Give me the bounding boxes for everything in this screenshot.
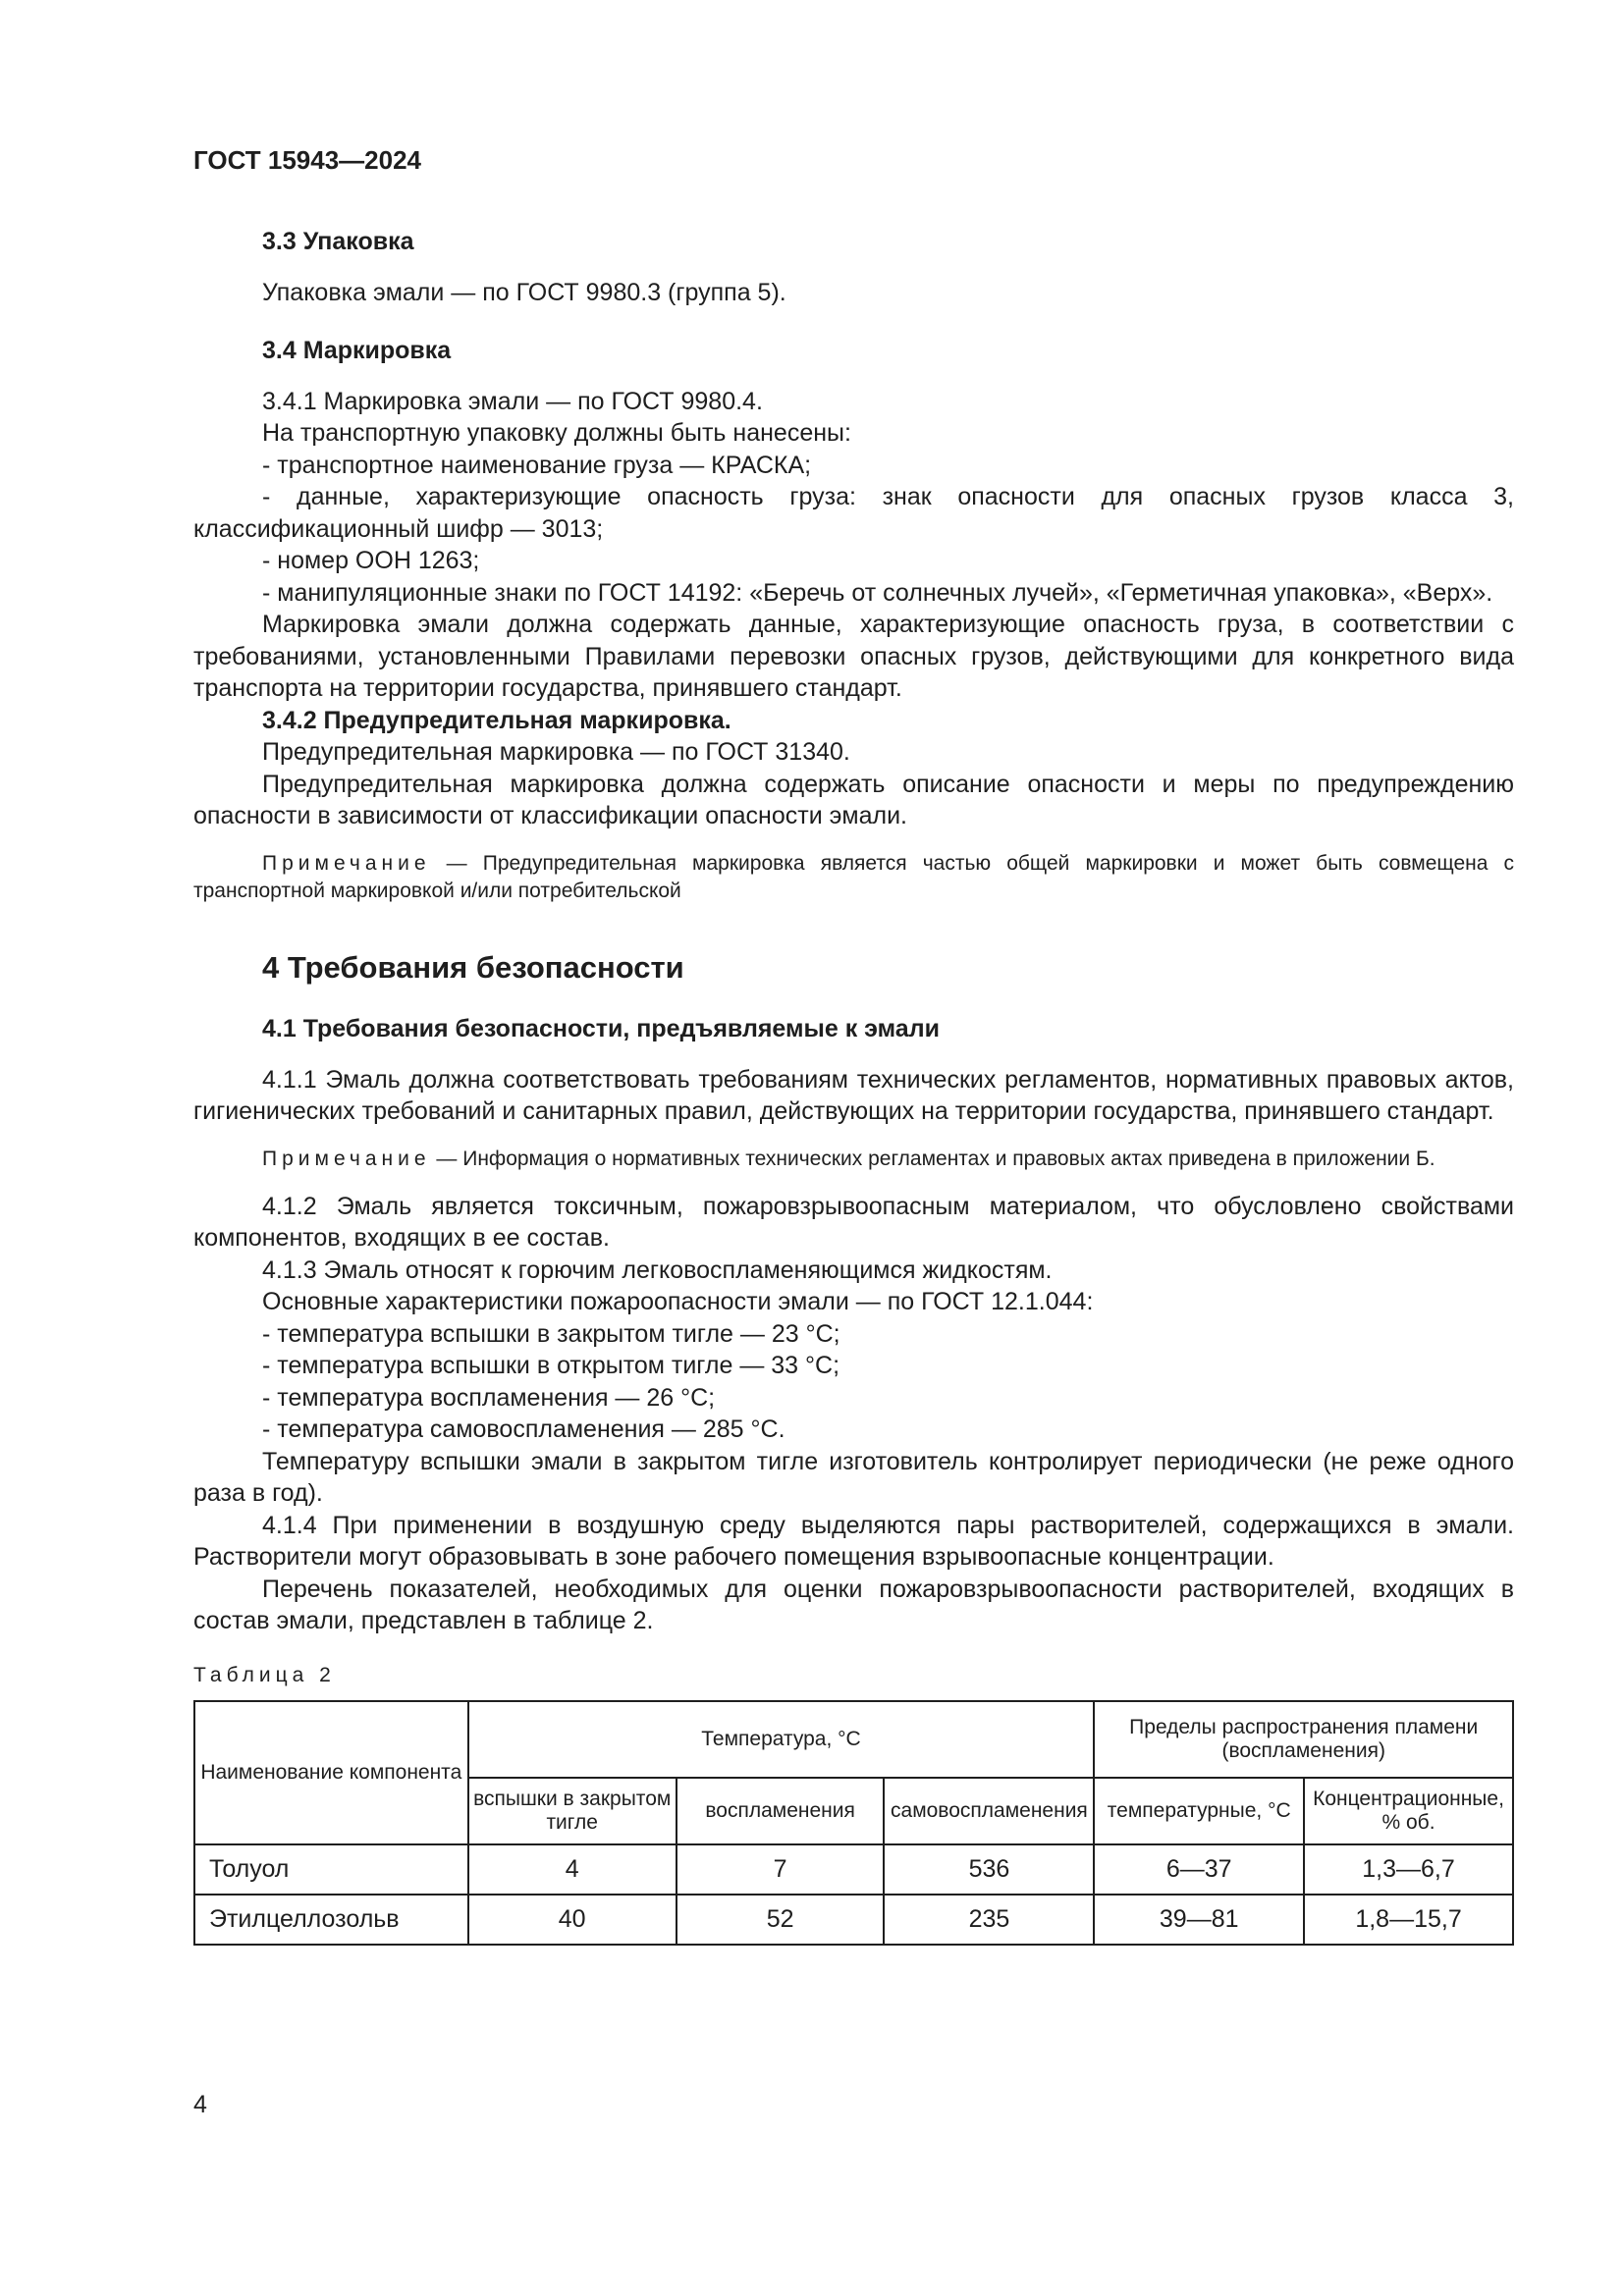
solvents-table — [193, 1700, 1514, 1946]
note-text: — Информация о нормативных технических регламентах и правовых актах приведена в приложении Б. — [430, 1147, 1435, 1170]
cell-concentration-limits: 1,3—6,7 — [1304, 1844, 1513, 1895]
section-4-title: 4 Требования безопасности — [262, 949, 684, 985]
note-3-4-2 — [193, 850, 1514, 905]
paragraph-fire-characteristics: Основные характеристики пожароопасности эмали — по ГОСТ 12.1.044: — [262, 1288, 1094, 1315]
cell-flash: 40 — [468, 1895, 677, 1945]
paragraph-warning-gost: Предупредительная маркировка — по ГОСТ 31340. — [262, 738, 850, 766]
list-item: - температура воспламенения — 26 °С; — [262, 1383, 716, 1412]
paragraph-4-1-3: 4.1.3 Эмаль относят к горючим легковоспламеняющимся жидкостям. — [262, 1255, 1053, 1284]
paragraph-3-4-1: 3.4.1 Маркировка эмали — по ГОСТ 9980.4. — [262, 387, 763, 415]
header-ignition: воспламенения — [677, 1778, 885, 1844]
header-flame-limits: Пределы распространения пламени (воспламенения) — [1094, 1701, 1513, 1778]
cell-ignition: 52 — [677, 1895, 885, 1945]
cell-flash: 4 — [468, 1844, 677, 1895]
list-item: - данные, характеризующие опасность груза: знак опасности для опасных грузов класса 3, классификационный шифр — 3013; — [193, 483, 1514, 543]
list-item: - манипуляционные знаки по ГОСТ 14192: «Беречь от солнечных лучей», «Герметичная упаковка», «Верх». — [262, 578, 1493, 607]
paragraph-4-1-2: 4.1.2 Эмаль является токсичным, пожаровзрывоопасным материалом, что обусловлено свойствами компонентов, входящих в ее состав. — [193, 1192, 1514, 1252]
paragraph-4-1-1: 4.1.1 Эмаль должна соответствовать требованиям технических регламентов, нормативных правовых актов, гигиенических требований и санитарных правил, действующих на территории государства, принявшего стандарт. — [193, 1065, 1514, 1125]
cell-temperature-limits: 39—81 — [1094, 1895, 1304, 1945]
note-label: Примечание — [262, 851, 431, 875]
header-component-name: Наименование компонента — [194, 1701, 468, 1844]
note-label: Примечание — [262, 1147, 431, 1170]
section-3-4-title: 3.4 Маркировка — [262, 336, 452, 364]
section-3-4-2-title: 3.4.2 Предупредительная маркировка. — [262, 706, 731, 734]
cell-concentration-limits: 1,8—15,7 — [1304, 1895, 1513, 1945]
header-concentration-limits: Концентрационные, % об. — [1304, 1778, 1513, 1844]
paragraph-transport-intro: На транспортную упаковку должны быть нанесены: — [262, 419, 851, 447]
paragraph-flash-control: Температуру вспышки эмали в закрытом тигле изготовитель контролирует периодически (не реже одного раза в год). — [193, 1447, 1514, 1507]
page-number: 4 — [193, 2091, 207, 2118]
header-temperature: Температура, °С — [468, 1701, 1095, 1778]
paragraph-marking-hazard: Маркировка эмали должна содержать данные, характеризующие опасность груза, в соответствии с требованиями, установленными Правилами перевозки опасных грузов, действующими для конкретного вида транспорта на территории государства, принявшего стандарт. — [193, 611, 1514, 702]
list-item: - температура вспышки в закрытом тигле — 23 °С; — [262, 1319, 840, 1348]
cell-component: Толуол — [194, 1844, 468, 1895]
section-3-3-title: 3.3 Упаковка — [262, 228, 414, 255]
cell-autoignition: 536 — [884, 1844, 1094, 1895]
note-text: — Предупредительная маркировка является частью общей маркировки и может быть совмещена с транспортной маркировкой и/или потребительской — [193, 851, 1514, 902]
cell-component: Этилцеллозольв — [194, 1895, 468, 1945]
section-4-1-title: 4.1 Требования безопасности, предъявляемые к эмали — [262, 1014, 940, 1042]
page-content — [193, 224, 1514, 1946]
section-3-3-text: Упаковка эмали — по ГОСТ 9980.3 (группа 5). — [262, 279, 786, 306]
paragraph-warning-content: Предупредительная маркировка должна содержать описание опасности и меры по предупреждению опасности в зависимости от классификации опасности эмали. — [193, 770, 1514, 829]
header-flash-closed: вспышки в закрытом тигле — [468, 1778, 677, 1844]
cell-ignition: 7 — [677, 1844, 885, 1895]
list-item: - транспортное наименование груза — КРАСКА; — [262, 451, 812, 479]
table-row — [194, 1895, 1513, 1945]
note-4-1-1 — [193, 1146, 1514, 1173]
table-caption: Таблица 2 — [193, 1663, 336, 1686]
cell-temperature-limits: 6—37 — [1094, 1844, 1304, 1895]
cell-autoignition: 235 — [884, 1895, 1094, 1945]
list-item: - номер ООН 1263; — [262, 547, 480, 574]
table-row — [194, 1844, 1513, 1895]
header-temperature-limits: температурные, °С — [1094, 1778, 1304, 1844]
paragraph-table-ref: Перечень показателей, необходимых для оценки пожаровзрывоопасности растворителей, входящих в состав эмали, представлен в таблице 2. — [193, 1575, 1514, 1634]
list-item: - температура самовоспламенения — 285 °С. — [262, 1415, 785, 1443]
header-autoignition: самовоспламенения — [884, 1778, 1094, 1844]
list-item: - температура вспышки в открытом тигле — 33 °С; — [262, 1352, 840, 1379]
paragraph-4-1-4: 4.1.4 При применении в воздушную среду выделяются пары растворителей, содержащихся в эмали. Растворители могут образовывать в зоне рабочего помещения взрывоопасные концентрации. — [193, 1511, 1514, 1571]
document-header: ГОСТ 15943—2024 — [193, 145, 421, 175]
